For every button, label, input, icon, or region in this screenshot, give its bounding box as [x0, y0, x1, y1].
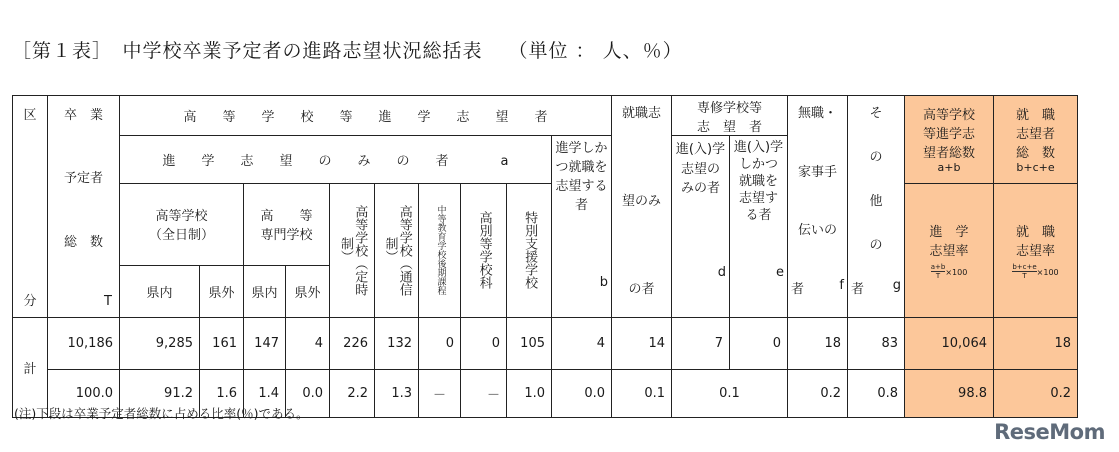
cell-count-zen-kennai: 9,285 — [120, 318, 200, 370]
senshu-nomi-label: 進(入)学志望のみの者 — [675, 142, 726, 196]
senmon-label: 専門学校 — [260, 228, 313, 244]
cell-pct-f: 0.2 — [788, 370, 848, 418]
shushoku-total-label-3: 総 数 — [1015, 146, 1055, 162]
shushoku-only-label-1: 就職志 — [621, 106, 661, 121]
shushoku-rate-label-2: 志望率 — [1015, 243, 1055, 259]
shingaku-rate-times: ×100 — [945, 267, 968, 277]
kotogakko-zennichi-header — [120, 183, 244, 266]
ku-bun-header — [13, 96, 48, 318]
cell-pct-betsuka: － — [461, 370, 507, 418]
cell-count-e: 0 — [730, 318, 788, 370]
zennichi-label: （全日制） — [148, 228, 214, 244]
yoteisha-label: 予定者 — [63, 171, 103, 187]
koto-betsu-header — [461, 183, 507, 318]
cell-count-total: 10,186 — [48, 318, 120, 370]
shushoku-rate-label-1: 就 職 — [1015, 224, 1055, 240]
cell-count-tokubetsu: 105 — [507, 318, 552, 370]
teiji-label: 高等学校（定時制） — [338, 204, 368, 296]
cell-pct-zen-kengai: 1.6 — [200, 370, 244, 418]
cell-pct-teiji: 2.2 — [330, 370, 375, 418]
kengai-header-2: 県外 — [286, 266, 330, 318]
mushoku-mark: f — [839, 277, 844, 293]
cell-count-d: 7 — [672, 318, 730, 370]
cell-pct-de: 0.1 — [672, 370, 788, 418]
shingaku-shushoku-label: 進学しかつ就職を志望する者 — [555, 141, 608, 213]
shingaku-shushoku-mark: b — [599, 275, 608, 290]
cell-pct-total: 100.0 — [48, 370, 120, 418]
cell-pct-zen-kennai: 91.2 — [120, 370, 200, 418]
sonota-mark: g — [892, 278, 901, 293]
table-row-counts — [13, 318, 1078, 370]
mushoku-label-3: 伝いの — [797, 223, 837, 239]
cell-count-zen-kengai: 161 — [200, 318, 244, 370]
sonota-label-2: の — [869, 150, 883, 165]
ku-label: 区 — [23, 108, 37, 123]
chuto-header — [419, 183, 461, 318]
koto-senmon-header — [244, 183, 330, 266]
senshu-nomi-mark: d — [717, 265, 726, 280]
chuto-label: 中等教育学校後期課程 — [435, 205, 446, 296]
cell-count-senmon-kengai: 4 — [286, 318, 330, 370]
kengai-header-1: 県外 — [200, 266, 244, 318]
shingaku-total-label-2: 等進学志 — [922, 127, 975, 143]
cell-count-senmon-kennai: 147 — [244, 318, 286, 370]
mushoku-label-1: 無職・ — [797, 106, 837, 121]
kotogakko-label: 高等学校 — [155, 209, 208, 225]
tsushin-header — [375, 183, 419, 318]
sotsugyo-label: 卒 業 — [63, 108, 103, 123]
tokubetsu-label: 特別支援学校 — [522, 211, 538, 290]
teiji-header — [330, 183, 375, 318]
cell-count-b: 4 — [552, 318, 612, 370]
mushoku-label-2: 家事手 — [797, 164, 837, 180]
shingaku-total-mark: a+b — [937, 161, 961, 175]
shingaku-shushoku-header — [552, 136, 612, 318]
footnote: (注)下段は卒業予定者総数に占める比率(％)である。 — [14, 406, 309, 421]
shingaku-rate-den: T — [935, 271, 941, 280]
title-text: ［第１表］ 中学校卒業予定者の進路志望状況総括表 — [12, 40, 483, 62]
cell-pct-senmon-kengai: 0.0 — [286, 370, 330, 418]
cell-count-teiji: 226 — [330, 318, 375, 370]
shingaku-rate-num: a+b — [930, 262, 946, 271]
sotsugyo-header — [48, 96, 120, 318]
shushoku-only-label-2: 望のみ — [621, 194, 661, 209]
cell-count-betsuka: 0 — [461, 318, 507, 370]
cell-pct-senmon-kennai: 1.4 — [244, 370, 286, 418]
shingaku-rate-label-2: 志望率 — [929, 243, 969, 259]
sonota-label-5: 者 — [851, 282, 865, 297]
cell-count-shushoku-total: 18 — [994, 318, 1078, 370]
tsushin-label: 高等学校（通信制） — [382, 204, 412, 296]
cell-pct-shushoku-rate: 0.2 — [994, 370, 1078, 418]
cell-count-chuto: 0 — [419, 318, 461, 370]
koto-group-header: 高 等 学 校 等 進 学 志 望 者 — [120, 96, 612, 136]
kennai-header-2: 県内 — [244, 266, 286, 318]
cell-pct-shingaku-rate: 98.8 — [905, 370, 994, 418]
senshu-shushoku-label: 進(入)学しかつ就職を志望する者 — [733, 140, 784, 223]
koto-senmon-label: 高 等 — [260, 209, 313, 225]
shushoku-total-label-2: 志望者 — [1015, 127, 1055, 143]
shushoku-total-mark: b+c+e — [1016, 161, 1055, 175]
page-title — [12, 36, 683, 63]
sonota-label-3: 他 — [869, 194, 883, 209]
cell-pct-tsushin: 1.3 — [375, 370, 419, 418]
shushoku-only-header — [612, 96, 672, 318]
cell-pct-c: 0.1 — [612, 370, 672, 418]
sonota-label-1: そ — [869, 106, 883, 121]
mushoku-header — [788, 96, 848, 318]
bun-label: 分 — [23, 294, 37, 309]
kennai-header-1: 県内 — [120, 266, 200, 318]
sonota-header — [848, 96, 905, 318]
kei-label: 計 — [13, 318, 48, 418]
senshu-shushoku-mark: e — [776, 265, 784, 280]
cell-pct-chuto: － — [419, 370, 461, 418]
cell-count-tsushin: 132 — [375, 318, 419, 370]
summary-table — [12, 95, 1078, 418]
senshu-header — [672, 96, 788, 136]
shushoku-only-label-3: の者 — [628, 282, 655, 297]
unit-label: （単位 ： 人、％） — [508, 40, 683, 62]
cell-pct-tokubetsu: 1.0 — [507, 370, 552, 418]
shushoku-rate-num: b+c+e — [1012, 262, 1037, 271]
senshu-nomi-header — [672, 136, 730, 318]
shushoku-rate-header — [994, 183, 1078, 318]
sonota-label-4: の — [869, 238, 883, 253]
shushoku-rate-den: T — [1022, 271, 1027, 280]
sosu-mark: T — [104, 293, 112, 309]
shingaku-rate-label-1: 進 学 — [929, 224, 969, 240]
koto-betsu-label: 高別等学校科 — [476, 211, 492, 290]
cell-pct-b: 0.0 — [552, 370, 612, 418]
sosu-label: 総 数 — [63, 234, 103, 250]
cell-count-f: 18 — [788, 318, 848, 370]
cell-count-g: 83 — [848, 318, 905, 370]
senshu-shushoku-header — [730, 136, 788, 318]
mushoku-label-4: 者 — [791, 281, 805, 297]
cell-pct-g: 0.8 — [848, 370, 905, 418]
cell-count-shingaku-total: 10,064 — [905, 318, 994, 370]
shingaku-rate-header — [905, 183, 994, 318]
tokubetsu-header — [507, 183, 552, 318]
shingaku-nomi-header: 進 学 志 望 の み の 者 a — [120, 136, 552, 184]
senshu-label-1: 専修学校等 — [696, 100, 762, 116]
cell-count-c: 14 — [612, 318, 672, 370]
shushoku-rate-times: ×100 — [1036, 267, 1059, 277]
shingaku-total-label-1: 高等学校 — [922, 108, 975, 124]
shingaku-total-header — [905, 96, 994, 184]
shingaku-total-label-3: 望者総数 — [922, 146, 975, 162]
shushoku-total-label-1: 就 職 — [1015, 108, 1055, 124]
shushoku-total-header — [994, 96, 1078, 184]
brand-logo: ReseMom — [994, 420, 1105, 444]
senshu-label-2: 志 望 者 — [696, 119, 762, 135]
